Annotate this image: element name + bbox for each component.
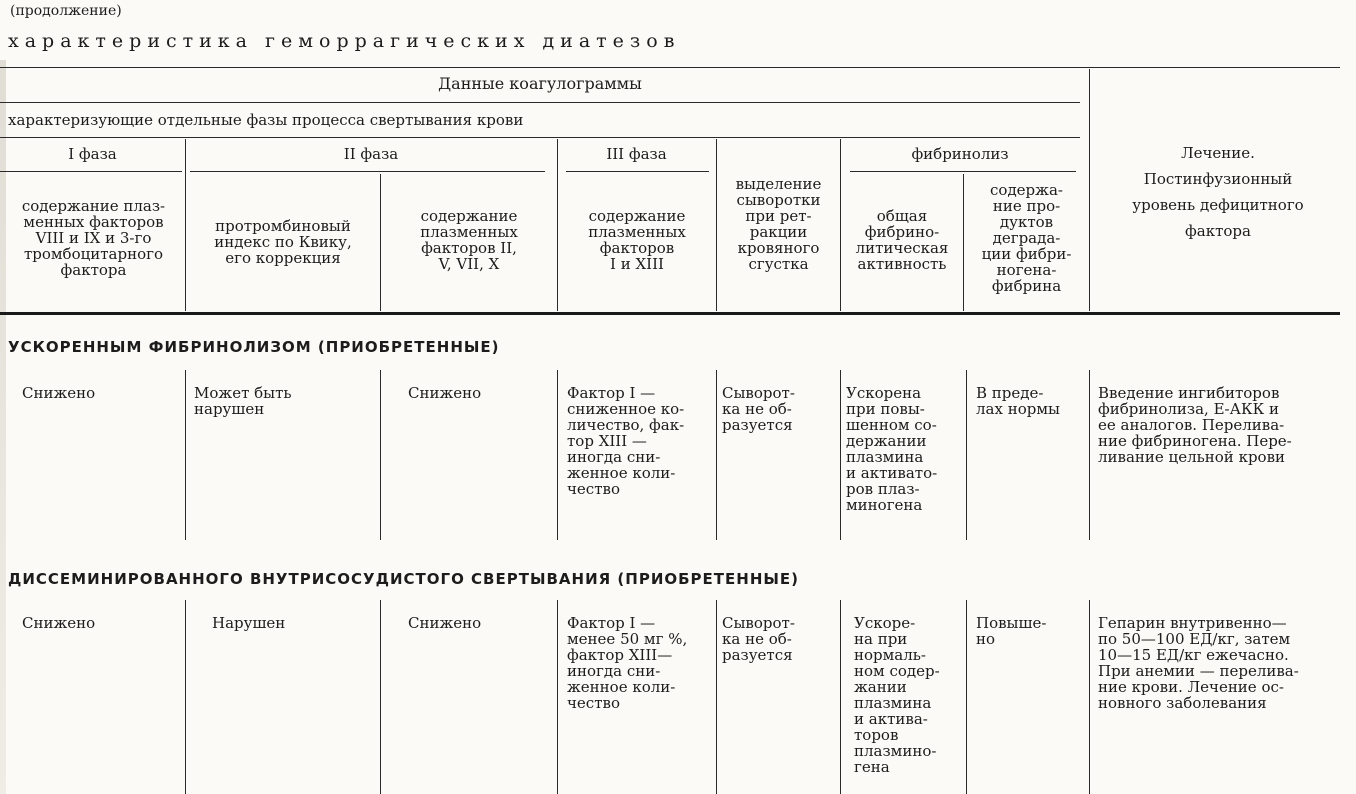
column-divider (380, 370, 381, 540)
table-cell: Введение ингибиторов фибринолиза, Е-АКК и ее аналогов. Перелива- ние фибриногена. Пере- ливание цельной крови (1098, 384, 1292, 466)
table-cell: Фактор I — менее 50 мг %, фактор XIII— иногда сни- женное коли- чество (567, 614, 688, 712)
column-divider (716, 600, 717, 794)
col-phase3-factors: содержание плазменных факторов I и XIII (588, 207, 686, 273)
table-cell: Сыворот- ка не об- разуется (722, 384, 795, 434)
col-phase2-factors: содержание плазменных факторов II, V, VII, X (420, 207, 518, 273)
table-cell: Снижено (22, 614, 96, 632)
coagulogram-heading: Данные коагулограммы (438, 74, 642, 93)
column-divider (557, 370, 558, 540)
column-divider (1089, 370, 1090, 540)
column-divider (185, 370, 186, 540)
col-serum-release: выделение сыворотки при рет- ракции кровяного сгустка (735, 175, 822, 273)
table-cell: Ускоре- на при нормаль- ном содер- жании плазмина и актива- торов плазмино- гена (854, 614, 940, 776)
column-divider (840, 370, 841, 540)
table-cell: Фактор I — сниженное ко- личество, фак- тор XIII — иногда сни- женное коли- чество (567, 384, 685, 498)
table-top-rule (0, 67, 1340, 68)
column-divider (185, 600, 186, 794)
column-divider (1089, 600, 1090, 794)
column-divider (557, 600, 558, 794)
column-divider (380, 600, 381, 794)
column-divider (966, 370, 967, 540)
table-cell: Снижено (22, 384, 96, 402)
table-cell: Сыворот- ка не об- разуется (722, 614, 795, 664)
continuation-label: (продолжение) (10, 3, 122, 19)
treatment-heading: Лечение. Постинфузионный уровень дефицитного фактора (1132, 144, 1304, 240)
header-rule (0, 171, 182, 172)
column-divider (840, 600, 841, 794)
col-phase1-factors: содержание плаз- менных факторов VIII и IX и 3-го тромбоцитарного фактора (21, 197, 166, 279)
header-rule (0, 137, 1080, 138)
phase1-heading: I фаза (68, 145, 117, 163)
header-rule (850, 171, 1076, 172)
table-cell: Снижено (408, 384, 482, 402)
section-title: УСКОРЕННЫМ ФИБРИНОЛИЗОМ (ПРИОБРЕТЕННЫЕ) (8, 338, 500, 356)
header-rule (0, 102, 1080, 103)
header-bottom-rule (0, 312, 1340, 315)
table-cell: Ускорена при повы- шенном со- держании плазмина и активато- ров плаз- миногена (846, 384, 938, 514)
table-cell: Гепарин внутривенно— по 50—100 ЕД/кг, затем 10—15 ЕД/кг ежечасно. При анемии — перелива- ние крови. Лечение ос- новного заболевания (1098, 614, 1299, 712)
table-cell: Снижено (408, 614, 482, 632)
column-divider (966, 600, 967, 794)
table-cell: Может быть нарушен (194, 384, 292, 418)
phase2-heading: II фаза (343, 145, 399, 163)
table-cell: В преде- лах нормы (976, 384, 1060, 418)
page-title: характеристика геморрагических диатезов (8, 30, 681, 52)
header-rule (566, 171, 709, 172)
header-rule (190, 171, 545, 172)
col-degradation-products: содержа- ние про- дуктов деграда- ции фибри- ногена- фибрина (981, 181, 1072, 295)
col-fibrinolytic-activity: общая фибрино- литическая активность (855, 207, 949, 273)
col-prothrombin-index: протромбиновый индекс по Квику, его коррекция (214, 217, 352, 267)
table-cell: Повыше- но (976, 614, 1047, 648)
column-divider (716, 370, 717, 540)
phase3-heading: III фаза (606, 145, 667, 163)
section-title: ДИССЕМИНИРОВАННОГО ВНУТРИСОСУДИСТОГО СВЕРТЫВАНИЯ (ПРИОБРЕТЕННЫЕ) (8, 570, 800, 588)
fibrinolysis-heading: фибринолиз (911, 145, 1009, 163)
phases-caption: характеризующие отдельные фазы процесса свертывания крови (8, 111, 524, 129)
table-cell: Нарушен (212, 614, 286, 632)
